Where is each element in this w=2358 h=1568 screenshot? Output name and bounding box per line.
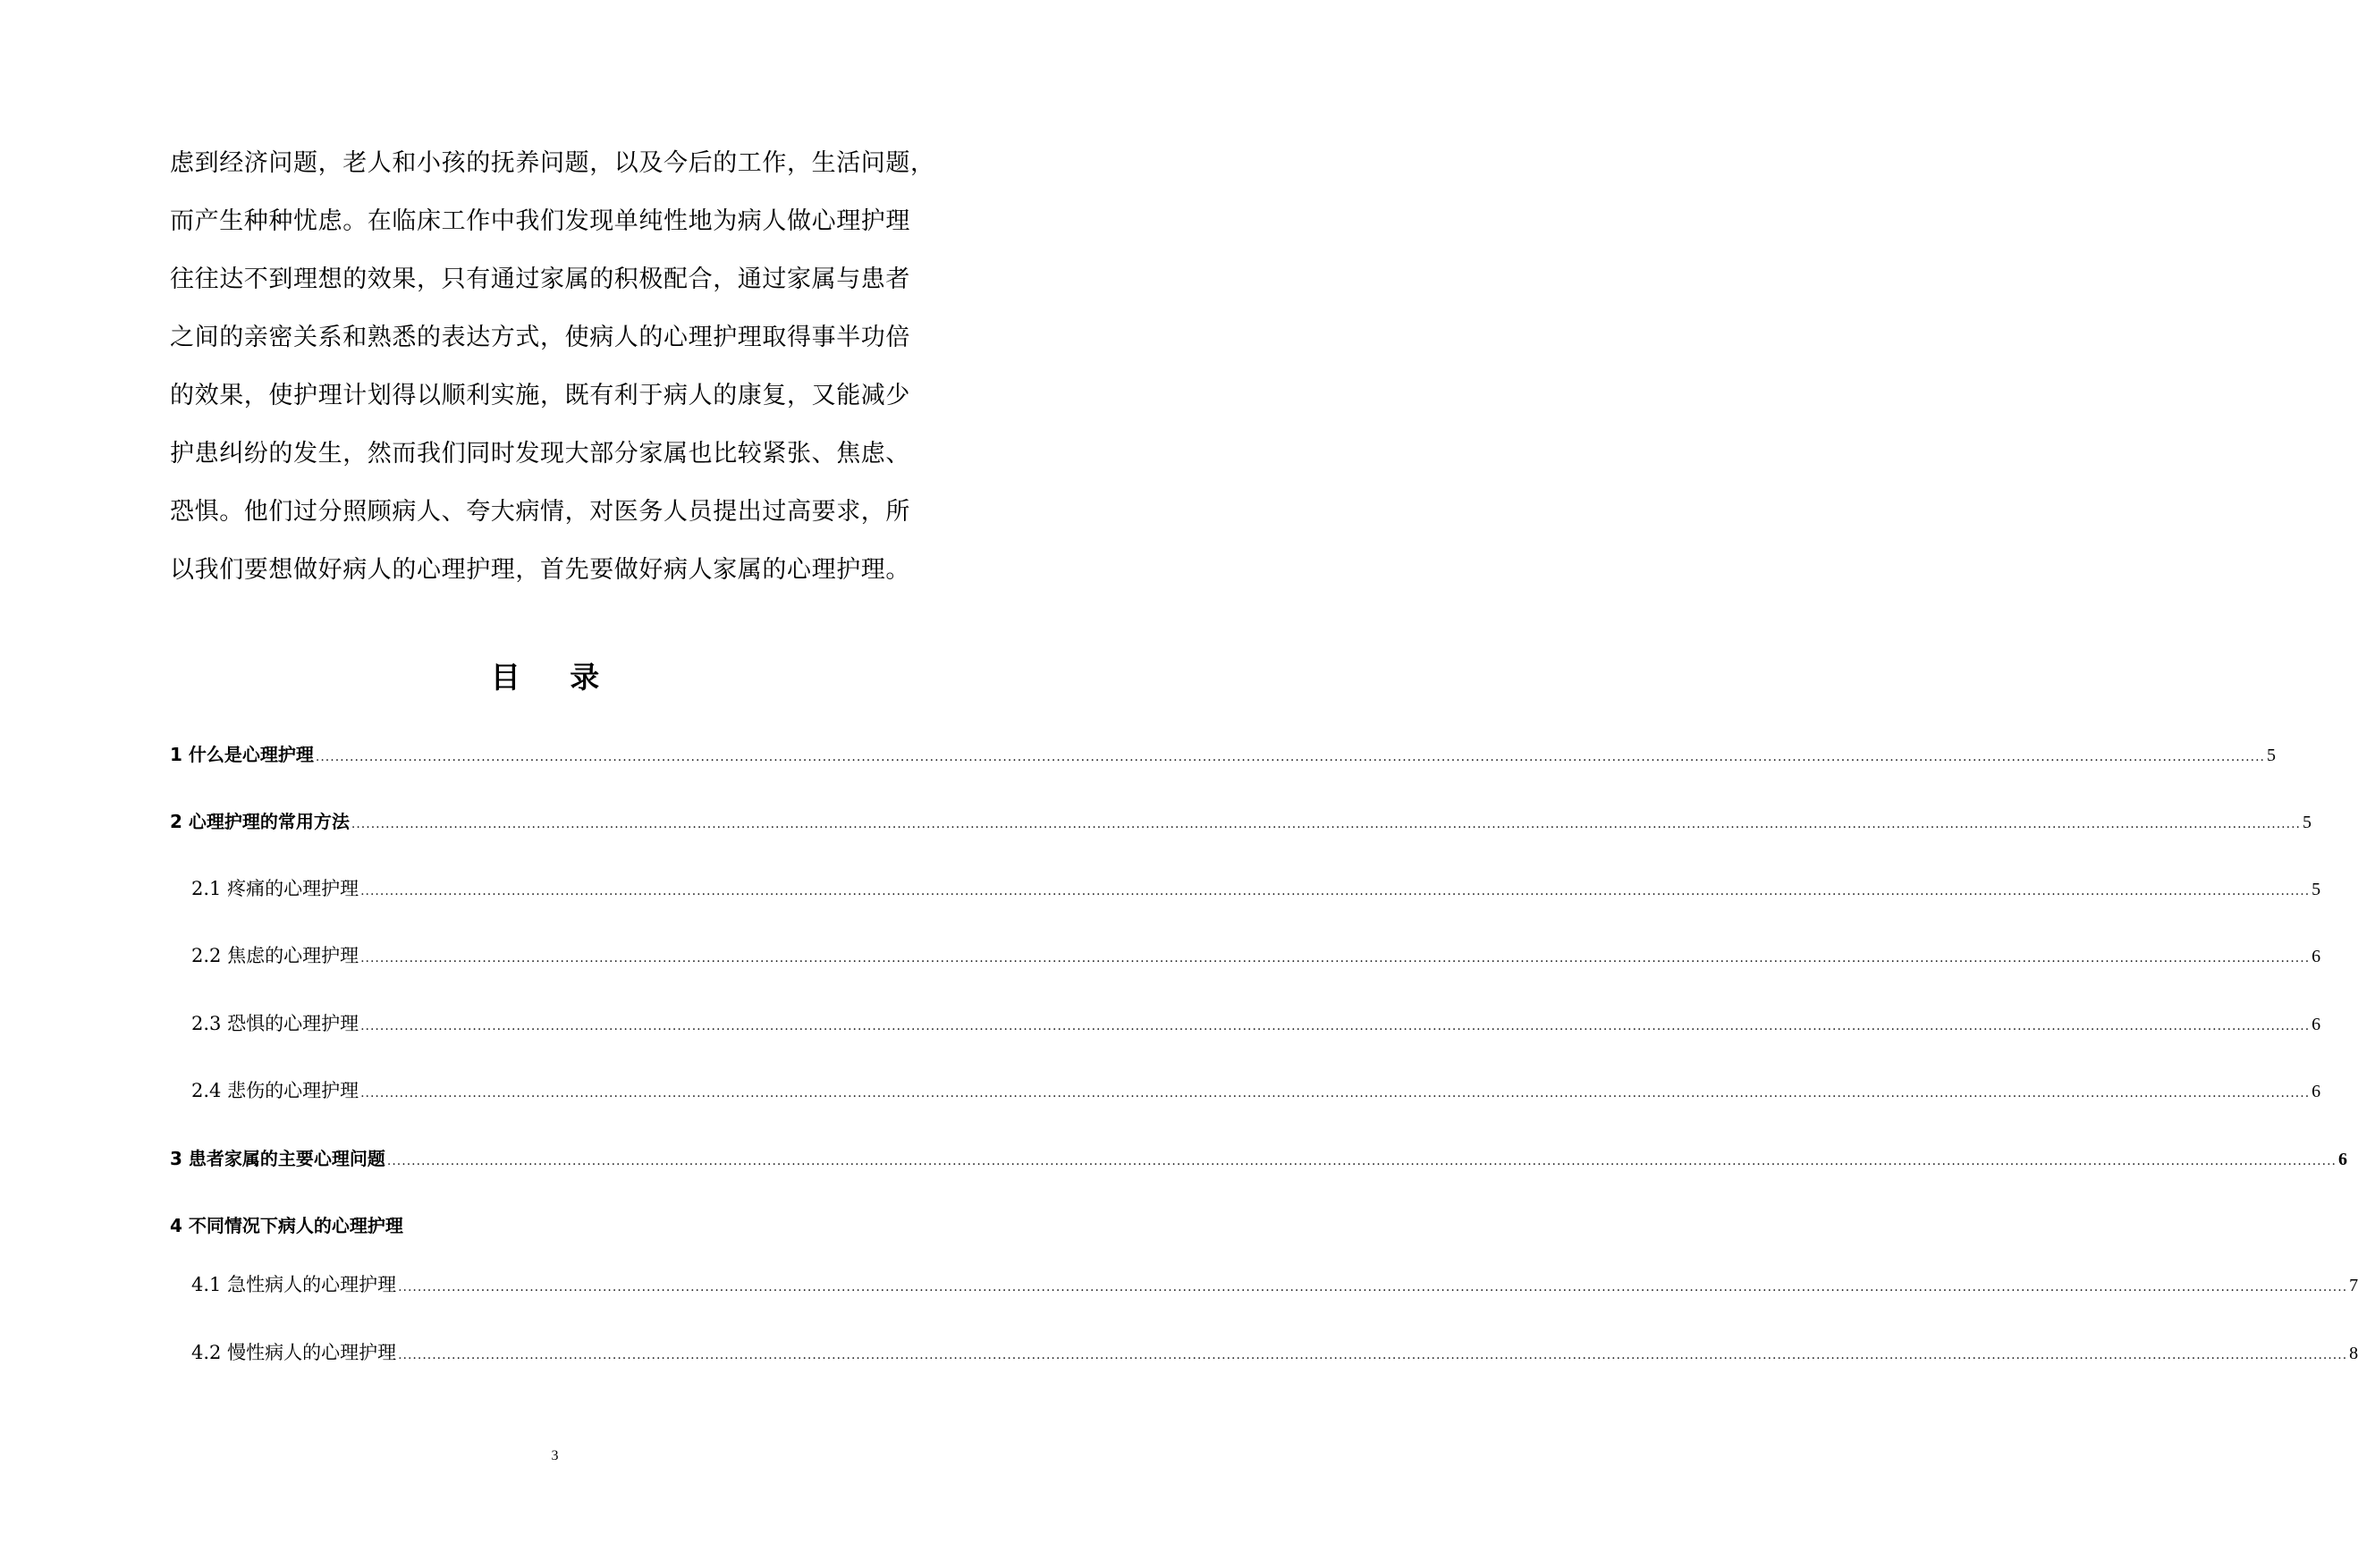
toc-page-number: 6 — [2337, 1150, 2347, 1169]
toc-leader-dots: ................................................................................................................................................................................................................................................................................................................................................................................................................ — [360, 1019, 2311, 1033]
toc-entry-label: 4.1 急性病人的心理护理 — [191, 1274, 397, 1295]
toc-page-number: 5 — [2302, 813, 2312, 832]
toc-page-number: 6 — [2312, 1015, 2321, 1034]
toc-entry-label: 2.2 焦虑的心理护理 — [191, 945, 359, 966]
body-line: 护患纠纷的发生，然而我们同时发现大部分家属也比较紧张、焦虑、 — [170, 440, 910, 468]
toc-entry-label: 3 患者家属的主要心理问题 — [170, 1148, 385, 1169]
toc-leader-dots: ................................................................................................................................................................................................................................................................................................................................................................................................................ — [386, 1154, 2337, 1168]
toc-title: 目 录 — [490, 660, 620, 695]
toc-page-number: 8 — [2349, 1344, 2358, 1363]
toc-entry-4-2[interactable] — [191, 1337, 2358, 1368]
toc-entry-2[interactable] — [170, 806, 2312, 837]
toc-leader-dots: ................................................................................................................................................................................................................................................................................................................................................................................................................ — [360, 884, 2311, 898]
body-line: 往往达不到理想的效果，只有通过家属的积极配合，通过家属与患者 — [170, 266, 910, 293]
toc-leader-dots: ................................................................................................................................................................................................................................................................................................................................................................................................................ — [398, 1280, 2348, 1294]
body-line: 之间的亲密关系和熟悉的表达方式，使病人的心理护理取得事半功倍 — [170, 324, 910, 351]
toc-leader-dots: ................................................................................................................................................................................................................................................................................................................................................................................................................ — [360, 1086, 2311, 1100]
toc-entry-1[interactable] — [170, 739, 2276, 770]
toc-entry-label: 4 不同情况下病人的心理护理 — [170, 1215, 403, 1236]
toc-page-number: 6 — [2312, 1082, 2321, 1101]
toc-page-number: 5 — [2312, 880, 2321, 899]
toc-entry-4[interactable] — [170, 1210, 403, 1241]
body-line: 虑到经济问题，老人和小孩的抚养问题，以及今后的工作，生活问题， — [170, 149, 935, 177]
toc-entry-label: 2.4 悲伤的心理护理 — [191, 1080, 359, 1101]
toc-entry-2-4[interactable] — [191, 1075, 2321, 1106]
toc-entry-2-3[interactable] — [191, 1008, 2321, 1039]
toc-entry-label: 2 心理护理的常用方法 — [170, 811, 350, 832]
toc-entry-label: 1 什么是心理护理 — [170, 744, 314, 765]
toc-leader-dots: ................................................................................................................................................................................................................................................................................................................................................................................................................ — [398, 1348, 2348, 1362]
toc-leader-dots: ................................................................................................................................................................................................................................................................................................................................................................................................................ — [360, 951, 2311, 965]
body-paragraph — [170, 141, 957, 606]
toc-entry-label: 2.1 疼痛的心理护理 — [191, 878, 359, 899]
toc-page-number: 5 — [2266, 746, 2276, 765]
body-line: 而产生种种忧虑。在临床工作中我们发现单纯性地为病人做心理护理 — [170, 207, 910, 235]
body-line: 恐惧。他们过分照顾病人、夸大病情，对医务人员提出过高要求，所 — [170, 498, 910, 526]
body-line: 以我们要想做好病人的心理护理，首先要做好病人家属的心理护理。 — [170, 556, 910, 584]
toc-entry-3[interactable] — [170, 1143, 2347, 1174]
toc-entry-2-2[interactable] — [191, 940, 2321, 971]
toc-leader-dots: ................................................................................................................................................................................................................................................................................................................................................................................................................ — [351, 817, 2301, 831]
toc-entry-label: 4.2 慢性病人的心理护理 — [191, 1342, 397, 1363]
toc-page-number: 7 — [2349, 1276, 2358, 1295]
body-line: 的效果，使护理计划得以顺利实施，既有利于病人的康复，又能减少 — [170, 382, 910, 409]
toc-entry-label: 2.3 恐惧的心理护理 — [191, 1013, 359, 1034]
page-number: 3 — [551, 1448, 559, 1463]
toc-entry-4-1[interactable] — [191, 1269, 2358, 1300]
toc-leader-dots: ................................................................................................................................................................................................................................................................................................................................................................................................................ — [315, 750, 2265, 764]
toc-page-number: 6 — [2312, 947, 2321, 966]
toc-entry-2-1[interactable] — [191, 873, 2321, 904]
